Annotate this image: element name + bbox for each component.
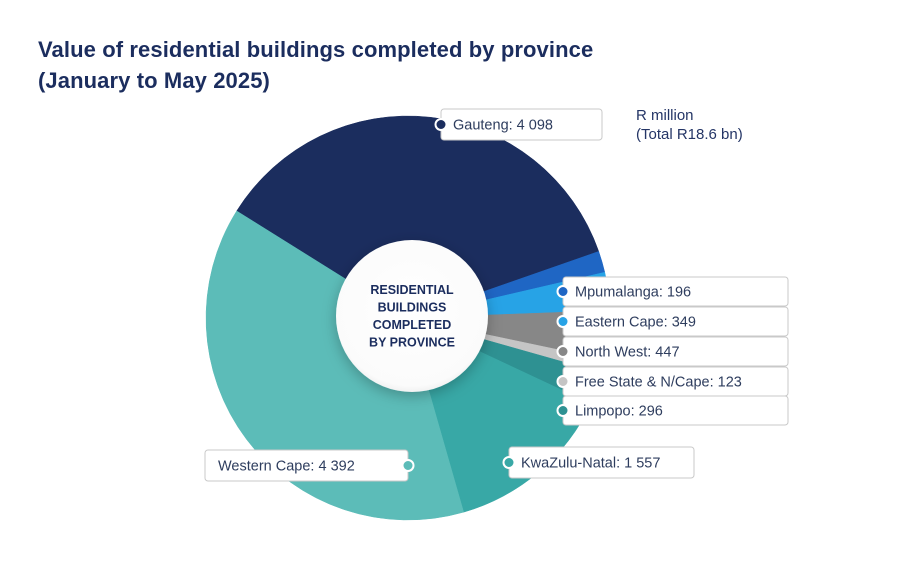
label-text: Eastern Cape: 349 bbox=[575, 314, 696, 331]
label-dot bbox=[558, 405, 569, 416]
label-text: Limpopo: 296 bbox=[575, 403, 663, 420]
label-mpumalanga bbox=[558, 277, 789, 306]
chart-title-line-1: Value of residential buildings completed by province bbox=[38, 37, 594, 62]
center-label-line: RESIDENTIAL bbox=[370, 282, 454, 297]
center-label-line: BUILDINGS bbox=[377, 300, 447, 315]
label-dot bbox=[436, 119, 447, 130]
label-dot bbox=[403, 460, 414, 471]
label-western-cape bbox=[205, 450, 414, 481]
label-text: Gauteng: 4 098 bbox=[453, 117, 553, 134]
center-hub-circle bbox=[336, 240, 488, 392]
label-limpopo bbox=[558, 396, 789, 425]
label-text: Free State & N/Cape: 123 bbox=[575, 374, 742, 391]
chart-title-line-2: (January to May 2025) bbox=[38, 68, 270, 93]
label-text: Western Cape: 4 392 bbox=[218, 458, 355, 475]
label-dot bbox=[504, 457, 515, 468]
label-dot bbox=[558, 316, 569, 327]
center-label-line: BY PROVINCE bbox=[369, 335, 455, 350]
label-eastern-cape bbox=[558, 307, 789, 336]
label-text: North West: 447 bbox=[575, 344, 680, 361]
label-dot bbox=[558, 286, 569, 297]
unit-label: R million bbox=[636, 107, 694, 124]
label-dot bbox=[558, 376, 569, 387]
label-north-west bbox=[558, 337, 789, 366]
label-text: Mpumalanga: 196 bbox=[575, 284, 692, 301]
center-label-line: COMPLETED bbox=[372, 317, 452, 332]
label-text: KwaZulu-Natal: 1 557 bbox=[521, 455, 661, 472]
label-gauteng bbox=[436, 109, 603, 140]
label-kwazulu-natal bbox=[504, 447, 695, 478]
label-dot bbox=[558, 346, 569, 357]
label-free-state-n-cape bbox=[558, 367, 789, 396]
total-label: (Total R18.6 bn) bbox=[636, 126, 743, 143]
center-hub bbox=[336, 240, 488, 392]
